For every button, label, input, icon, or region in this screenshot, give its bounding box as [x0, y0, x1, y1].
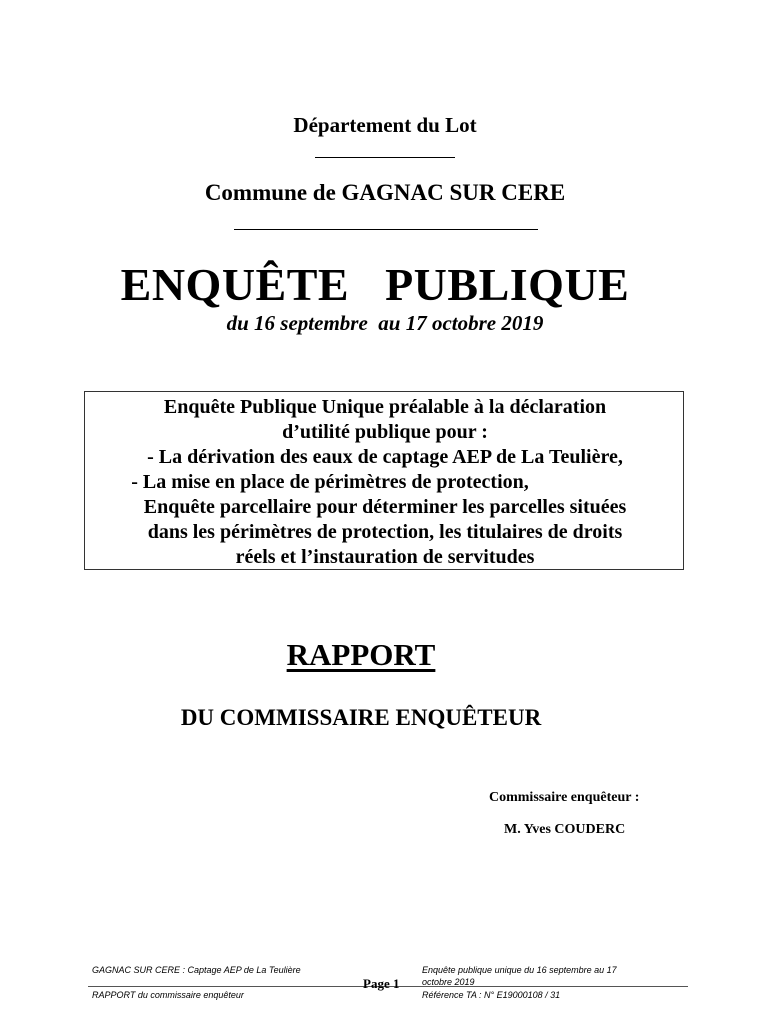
- subject-box: [84, 391, 684, 570]
- footer-report-label: RAPPORT du commissaire enquêteur: [92, 990, 244, 1000]
- footer-project: GAGNAC SUR CERE : Captage AEP de La Teulière: [92, 965, 301, 975]
- inquiry-dates: du 16 septembre au 17 octobre 2019: [226, 311, 544, 335]
- subject-line: Enquête parcellaire pour déterminer les parcelles situées: [143, 496, 627, 518]
- subject-line: dans les périmètres de protection, les titulaires de droits: [147, 521, 623, 543]
- subject-line: - La dérivation des eaux de captage AEP de La Teulière,: [147, 446, 623, 468]
- commissioner-label: Commissaire enquêteur :: [489, 790, 640, 805]
- subject-line: d’utilité publique pour :: [282, 421, 488, 443]
- report-subtitle: DU COMMISSAIRE ENQUÊTEUR: [180, 705, 542, 730]
- footer-inquiry-dates-cont: octobre 2019: [422, 977, 475, 987]
- page-number: Page 1: [363, 976, 400, 991]
- footer-inquiry-dates: Enquête publique unique du 16 septembre au 17: [422, 965, 617, 975]
- document-title: ENQUÊTE PUBLIQUE: [120, 259, 630, 310]
- subject-line: réels et l’instauration de servitudes: [235, 546, 535, 568]
- footer-reference: Référence TA : N° E19000108 / 31: [422, 990, 561, 1000]
- subject-line: - La mise en place de périmètres de protection,: [131, 471, 529, 493]
- subject-line: Enquête Publique Unique préalable à la déclaration: [163, 396, 607, 418]
- heading-divider: [234, 229, 538, 230]
- commune-heading: Commune de GAGNAC SUR CERE: [204, 180, 566, 205]
- department-heading: Département du Lot: [293, 113, 477, 137]
- heading-divider: [315, 157, 455, 158]
- commissioner-name: M. Yves COUDERC: [504, 822, 626, 837]
- report-title: RAPPORT: [286, 637, 436, 672]
